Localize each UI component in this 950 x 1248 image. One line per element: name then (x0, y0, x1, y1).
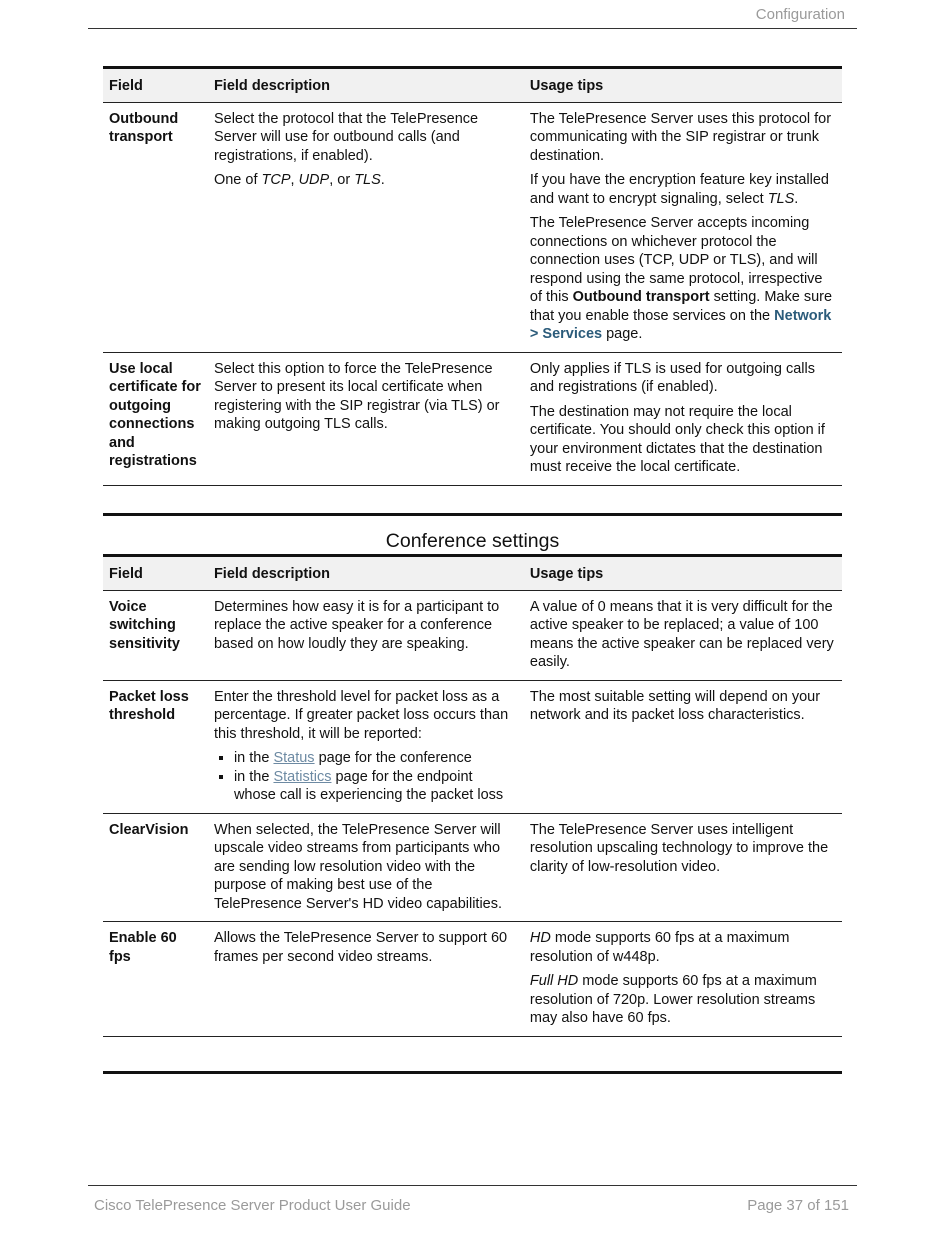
field-description: When selected, the TelePresence Server will upscale video streams from participants who are sending low resolution video with the purpose of making best use of the TelePresence Server's HD video capabilities. (208, 813, 524, 922)
column-header-description: Field description (208, 556, 524, 591)
tip-paragraph: If you have the encryption feature key installed and want to encrypt signaling, select TLS. (529, 172, 829, 207)
column-header-field: Field (103, 556, 208, 591)
table-end-rule (103, 513, 842, 516)
description-paragraph: Select the protocol that the TelePresence Server will use for outbound calls (and registrations, if enabled). (213, 110, 479, 164)
tip-paragraph: The destination may not require the local certificate. You should only check this option if your environment dictates that the destination must receive the local certificate. (529, 403, 825, 475)
tip-paragraph: The TelePresence Server uses this protocol for communicating with the SIP registrar or trunk destination. (529, 110, 832, 164)
transport-settings-table (103, 66, 842, 486)
field-name: Voice switching sensitivity (103, 590, 208, 680)
field-name: ClearVision (103, 813, 208, 922)
column-header-tips: Usage tips (524, 556, 842, 591)
field-description (208, 102, 524, 352)
table-row (103, 922, 842, 1037)
field-name: Packet loss threshold (103, 680, 208, 813)
table-row (103, 680, 842, 813)
footer-divider (88, 1185, 857, 1186)
section-title-conference-settings: Conference settings (385, 530, 560, 552)
usage-tips (524, 352, 842, 485)
field-description: Allows the TelePresence Server to support 60 frames per second video streams. (208, 922, 524, 1037)
table-row (103, 352, 842, 485)
tip-paragraph: Full HD mode supports 60 fps at a maximum resolution of 720p. Lower resolution streams may also have 60 fps. (529, 973, 817, 1026)
table-header-row (103, 68, 842, 103)
conference-settings-table (103, 554, 842, 1037)
network-services-link[interactable]: Network > Services (529, 307, 832, 342)
tip-paragraph: HD mode supports 60 fps at a maximum resolution of w448p. (529, 930, 790, 965)
statistics-page-link[interactable]: Statistics (273, 768, 332, 785)
table-row (103, 590, 842, 680)
table-row (103, 102, 842, 352)
field-name: Use local certificate for outgoing connections and registrations (103, 352, 208, 485)
field-description: Determines how easy it is for a participant to replace the active speaker for a conference based on how loudly they are speaking. (208, 590, 524, 680)
usage-tips: A value of 0 means that it is very difficult for the active speaker to be replaced; a value of 100 means the active speaker can be replaced very easily. (524, 590, 842, 680)
column-header-tips: Usage tips (524, 68, 842, 103)
column-header-description: Field description (208, 68, 524, 103)
list-item: ▪ in the Status page for the conference (234, 749, 518, 768)
field-description (208, 680, 524, 813)
table-end-rule (103, 1071, 842, 1074)
footer-guide-title: Cisco TelePresence Server Product User Guide (94, 1197, 411, 1214)
field-name: Outbound transport (103, 102, 208, 352)
description-paragraph: One of TCP, UDP, or TLS. (213, 172, 385, 188)
list-item: ▪ in the Statistics page for the endpoint whose call is experiencing the packet loss (234, 768, 518, 805)
description-paragraph: Enter the threshold level for packet loss as a percentage. If greater packet loss occurs than this threshold, it will be reported: (213, 688, 509, 742)
report-locations-list (214, 749, 518, 805)
usage-tips: The TelePresence Server uses intelligent resolution upscaling technology to improve the clarity of low-resolution video. (524, 813, 842, 922)
table-header-row (103, 556, 842, 591)
footer-page-number: Page 37 of 151 (747, 1197, 849, 1214)
header-section-title: Configuration (755, 6, 845, 23)
usage-tips (524, 102, 842, 352)
field-name: Enable 60 fps (103, 922, 208, 1037)
description-paragraph: Select this option to force the TelePresence Server to present its local certificate when registering with the SIP registrar (via TLS) or making outgoing TLS calls. (213, 360, 500, 432)
status-page-link[interactable]: Status (273, 750, 315, 766)
table-row (103, 813, 842, 922)
column-header-field: Field (103, 68, 208, 103)
tip-paragraph: Only applies if TLS is used for outgoing calls and registrations (if enabled). (529, 360, 815, 395)
usage-tips: The most suitable setting will depend on your network and its packet loss characteristics. (524, 680, 842, 813)
usage-tips (524, 922, 842, 1037)
header-divider (88, 28, 857, 29)
tip-paragraph: The TelePresence Server accepts incoming connections on whichever protocol the connection uses (TCP, UDP or TLS), and will respond using the same protocol, irrespective of this Outbound transport setting. Make sure that you enable those services on the Network > Services page. (529, 215, 833, 342)
field-description (208, 352, 524, 485)
